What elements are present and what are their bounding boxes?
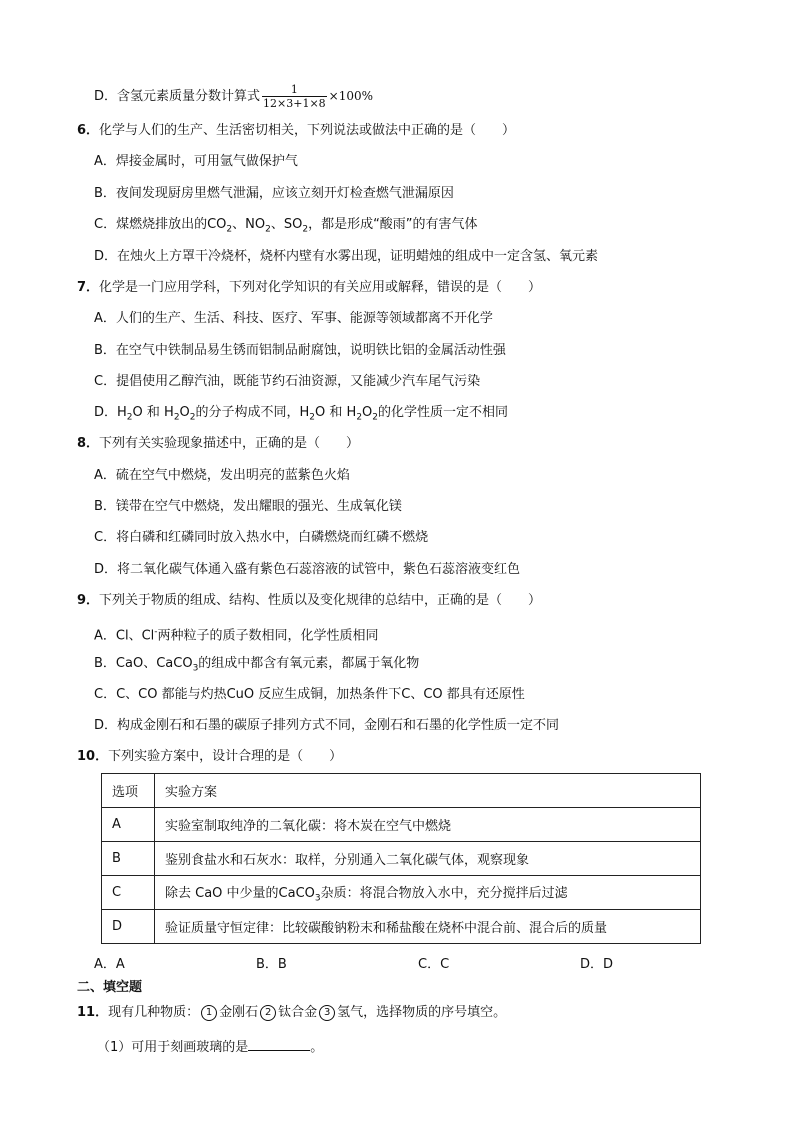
table-row [102,842,701,876]
option-text: 的化学性质一定不相同 [378,405,509,420]
question-7-option-b: B．在空气中铁制品易生锈而铝制品耐腐蚀，说明铁比铝的金属活动性强 [94,343,506,358]
option-text: D．含氢元素质量分数计算式 [94,89,261,104]
option-text: 的分子构成不同，H [195,405,310,420]
question-11-stem [77,1004,506,1022]
question-5-option-d [94,83,373,110]
question-6-option-c [94,216,478,239]
table-cell-option: D [102,910,155,944]
section-title: 二、填空题 [77,980,143,995]
question-6-option-b: B．夜间发现厨房里燃气泄漏，应该立刻开灯检查燃气泄漏原因 [94,186,454,201]
question-number: 6． [77,123,100,138]
question-8-option-a: A．硫在空气中燃烧，发出明亮的蓝紫色火焰 [94,468,350,483]
question-text: 下列有关实验现象描述中，正确的是（ ） [99,436,360,451]
fraction [262,83,327,110]
subscript: 2 [356,412,363,423]
option-text: O 和 H [132,405,174,420]
option-text: A．Cl、Cl [94,628,155,644]
question-7-option-d [94,404,508,427]
question-7-stem [77,279,541,297]
table-cell-plan [155,876,701,910]
question-9-option-b [94,655,419,678]
question-9-option-c: C．C、CO 都能与灼热CuO 反应生成铜，加热条件下C、CO 都具有还原性 [94,687,525,702]
option-text: 、NO [232,217,266,232]
question-6-option-a: A．焊接金属时，可用氩气做保护气 [94,154,298,169]
circled-number: 3 [319,1005,335,1021]
option-text: O [179,405,190,420]
experiment-plan-table [101,773,701,944]
table-row [102,876,701,910]
table-row [102,910,701,944]
question-10-stem [77,748,342,766]
subscript: 3 [314,893,321,904]
table-cell-option: A [102,808,155,842]
subscript: 2 [226,224,233,235]
question-9-stem [77,592,541,610]
subquestion-text: （1）可用于刻画玻璃的是 [97,1040,249,1055]
question-10-answer-choices [94,953,694,971]
subscript: 2 [302,224,309,235]
subscript: 2 [372,412,379,423]
circled-number: 1 [201,1005,217,1021]
question-11-subquestion-1 [97,1037,323,1057]
plan-text: 杂质：将混合物放入水中，充分搅拌后过滤 [320,885,568,901]
question-text: 下列关于物质的组成、结构、性质以及变化规律的总结中，正确的是（ ） [99,593,542,608]
question-6-option-d: D．在烛火上方罩干冷烧杯，烧杯内壁有水雾出现，证明蜡烛的组成中一定含氢、氧元素 [94,249,599,264]
question-text: 化学是一门应用学科，下列对化学知识的有关应用或解释，错误的是（ ） [99,280,542,295]
question-number: 7． [77,280,100,295]
question-number: 10． [77,749,109,764]
option-text: 两种粒子的质子数相同，化学性质相同 [157,628,379,644]
subscript: 2 [126,412,133,423]
subscript: 2 [309,412,316,423]
question-8-option-d: D．将二氧化碳气体通入盛有紫色石蕊溶液的试管中，紫色石蕊溶液变红色 [94,562,521,577]
option-text: O 和 H [315,405,357,420]
answer-choice-b: B．B [256,957,287,972]
subquestion-text: 。 [310,1040,324,1055]
question-9-option-d: D．构成金刚石和石墨的碳原子排列方式不同，金刚石和石墨的化学性质一定不同 [94,718,560,733]
subscript: 2 [189,412,196,423]
fraction-denominator: 12×3+1×8 [263,97,326,110]
subscript: 2 [265,224,271,235]
table-cell-option: B [102,842,155,876]
answer-choice-a: A．A [94,957,125,972]
question-text: 金刚石 [219,1005,259,1020]
table-cell-plan: 实验室制取纯净的二氧化碳：将木炭在空气中燃烧 [155,808,701,842]
fraction-numerator: 1 [262,83,327,97]
option-text: 、SO [270,217,303,232]
question-number: 11． [77,1005,109,1020]
option-text: D．H [94,405,127,420]
option-text: C．煤燃烧排放出的CO [94,217,227,232]
option-text: 的组成中都含有氧元素，都属于氧化物 [198,656,420,671]
question-text: 钛合金 [278,1005,318,1020]
percent-factor: ×100% [328,89,374,103]
table-cell-option: C [102,876,155,910]
table-cell-plan: 验证质量守恒定律：比较碳酸钠粉末和稀盐酸在烧杯中混合前、混合后的质量 [155,910,701,944]
option-text: B．CaO、CaCO [94,656,193,671]
table-header-cell: 选项 [102,774,155,808]
subscript: 2 [173,412,180,423]
question-6-stem [77,122,515,140]
subscript: 3 [192,663,199,674]
question-text: 化学与人们的生产、生活密切相关，下列说法或做法中正确的是（ ） [99,123,516,138]
option-text: O [362,405,373,420]
answer-choice-c: C．C [418,957,450,972]
question-text: 氢气，选择物质的序号填空。 [337,1005,507,1020]
question-7-option-a: A．人们的生产、生活、科技、医疗、军事、能源等领域都离不开化学 [94,311,493,326]
answer-choice-d: D．D [580,957,614,972]
superscript: - [154,627,158,637]
question-number: 8． [77,436,100,451]
answer-blank[interactable] [248,1037,310,1051]
plan-text: 除去 CaO 中少量的CaCO [165,885,315,901]
table-cell-plan: 鉴别食盐水和石灰水：取样，分别通入二氧化碳气体，观察现象 [155,842,701,876]
question-8-option-b: B．镁带在空气中燃烧，发出耀眼的强光、生成氧化镁 [94,499,402,514]
circled-number: 2 [260,1005,276,1021]
question-number: 9． [77,593,100,608]
question-7-option-c: C．提倡使用乙醇汽油，既能节约石油资源，又能减少汽车尾气污染 [94,374,481,389]
question-8-stem [77,435,359,453]
option-text: ，都是形成“酸雨”的有害气体 [308,217,478,232]
table-row [102,808,701,842]
question-text: 下列实验方案中，设计合理的是（ ） [108,749,343,764]
question-8-option-c: C．将白磷和红磷同时放入热水中，白磷燃烧而红磷不燃烧 [94,530,429,545]
question-9-option-a [94,623,379,645]
question-text: 现有几种物质： [108,1005,200,1020]
table-header-cell: 实验方案 [155,774,701,808]
table-header-row [102,774,701,808]
